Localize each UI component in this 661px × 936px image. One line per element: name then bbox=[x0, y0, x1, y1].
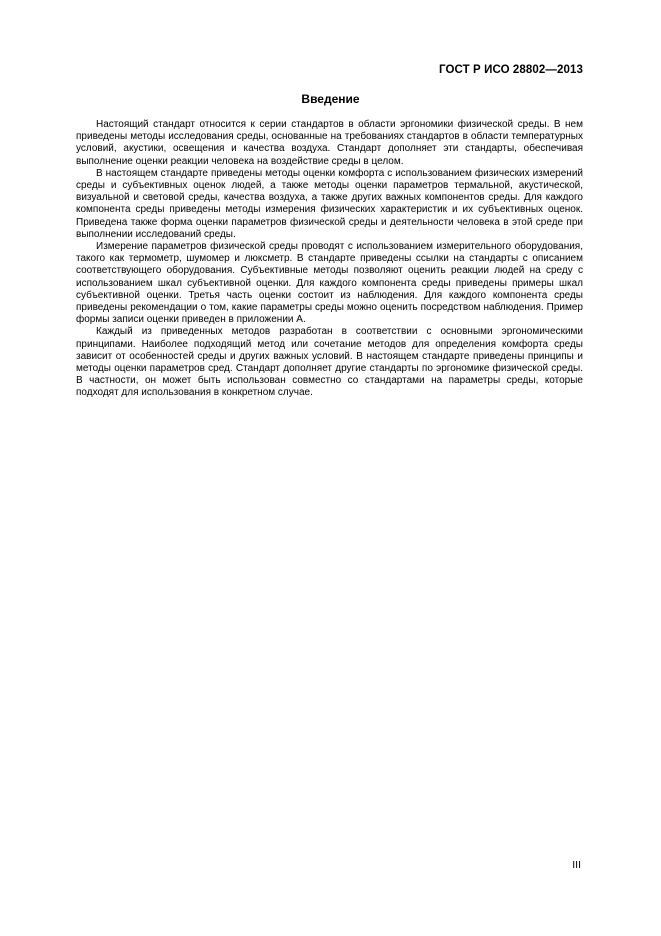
paragraph-text: В настоящем стандарте приведены методы оценки комфорта с использованием физических измерений среды и субъективных оценок людей, а также методы оценки параметров термальной, акустической, визуальной и световой среды, качества воздуха, а также других важных компонентов среды. Для каждого компонента среды приведены методы измерения физических характеристик и их субъективных оценок. Приведена также форма оценки параметров физической среды и деятельности человека в этой среде при выполнении исследований среды. bbox=[76, 167, 583, 240]
paragraph-4 bbox=[76, 326, 583, 399]
paragraph-1 bbox=[76, 119, 583, 168]
standard-designation: ГОСТ Р ИСО 28802—2013 bbox=[438, 64, 583, 76]
page-number: III bbox=[572, 859, 581, 871]
paragraph-2 bbox=[76, 168, 583, 241]
body-text bbox=[76, 119, 583, 400]
section-title: Введение bbox=[301, 92, 360, 106]
paragraph-text: Измерение параметров физической среды проводят с использованием измерительного оборудования, такого как термометр, шумомер и люксметр. В стандарте приведены ссылки на стандарты с описанием соответствующего оборудования. Субъективные методы позволяют оценить реакции людей на среду с использованием шкал субъективной оценки. Для каждого компонента среды приведены примеры шкал субъективной оценки. Третья часть оценки состоит из наблюдения. Для каждого компонента среды приведены рекомендации о том, какие параметры среды можно оценить посредством наблюдения. Пример формы записи оценки приведен в приложении А. bbox=[76, 241, 583, 326]
paragraph-text: Настоящий стандарт относится к серии стандартов в области эргономики физической среды. В нем приведены методы исследования среды, основанные на требованиях стандартов в области температурных условий, акустики, освещения и качества воздуха. Стандарт дополняет эти стандарты, обеспечивая выполнение оценки реакции человека на воздействие среды в целом. bbox=[76, 119, 583, 167]
paragraph-text: Каждый из приведенных методов разработан в соответствии с основными эргономическими принципами. Наиболее подходящий метод или сочетание методов для определения комфорта среды зависит от особенностей среды и других важных условий. В настоящем стандарте приведены принципы и методы оценки параметров сред. Стандарт дополняет другие стандарты по эргономике физической среды. В частности, он может быть использован совместно со стандартами на параметры среды, которые подходят для использования в конкретном случае. bbox=[76, 326, 583, 399]
paragraph-3 bbox=[76, 241, 583, 326]
